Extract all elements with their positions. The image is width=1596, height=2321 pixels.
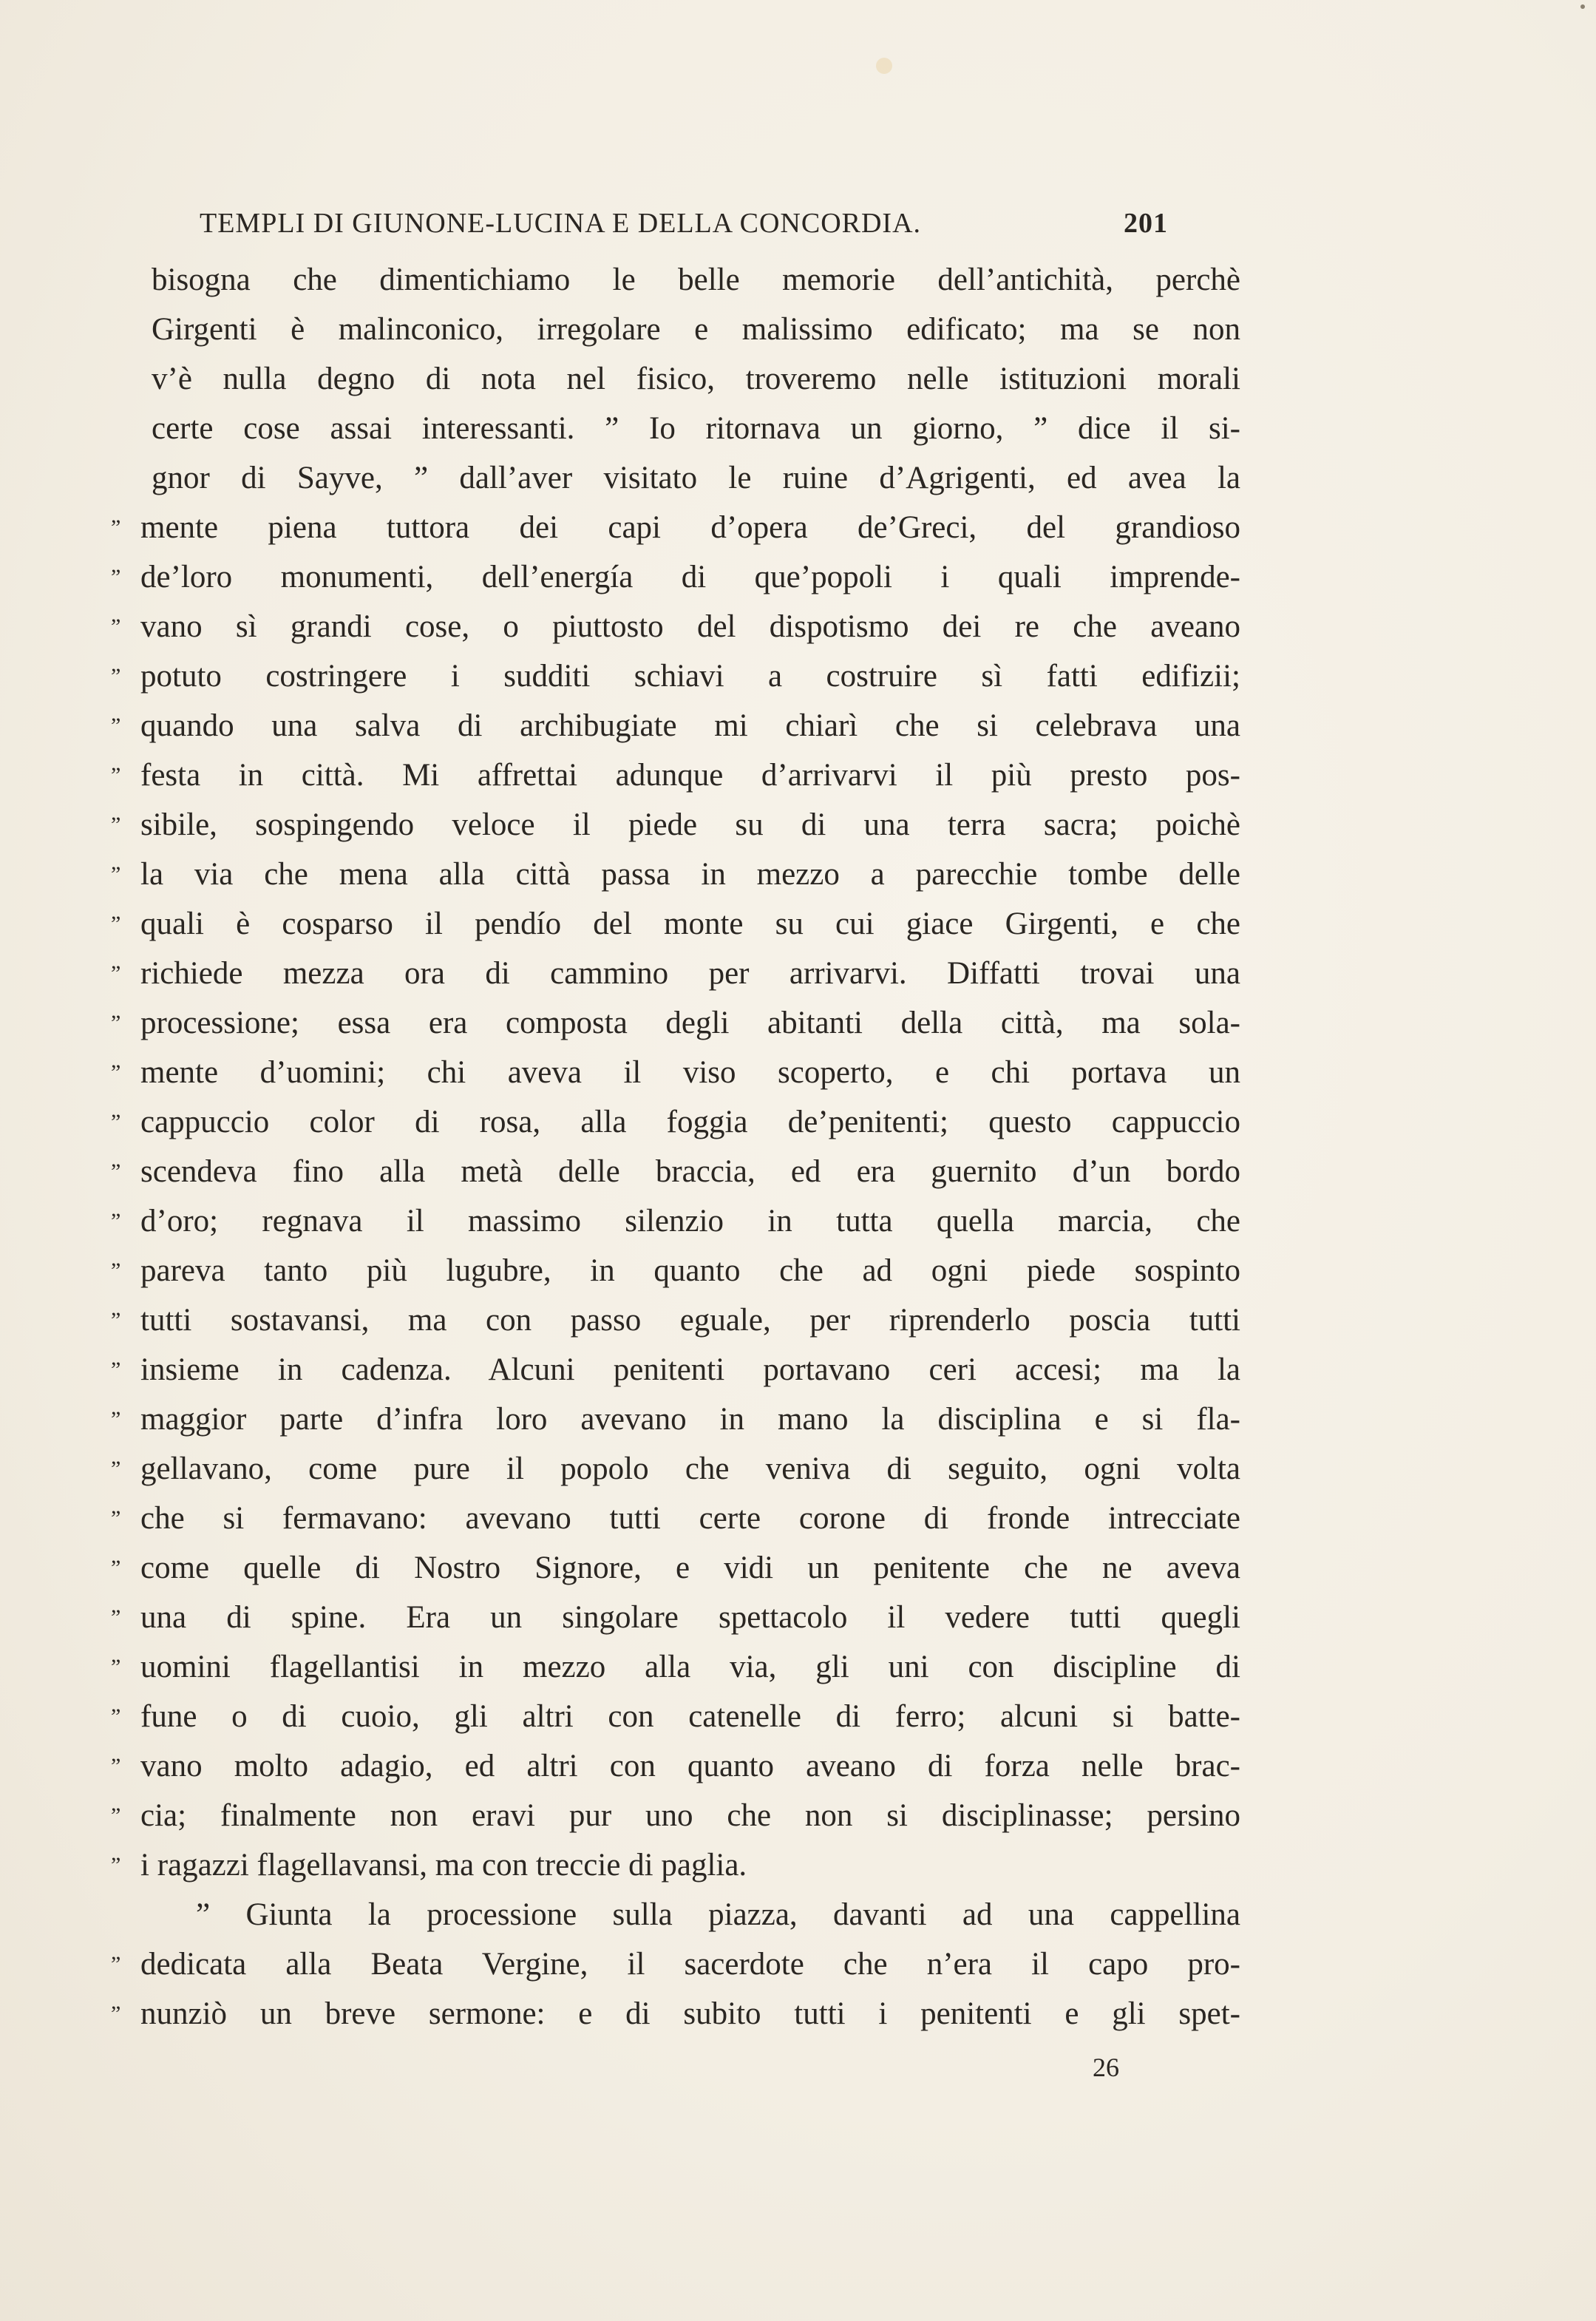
quote-marker: ” <box>111 1407 121 1431</box>
quote-marker: ” <box>111 1853 121 1877</box>
quote-marker: ” <box>111 961 121 986</box>
text-line <box>111 453 1240 503</box>
quote-marker: ” <box>111 813 121 837</box>
quote-marker: ” <box>111 515 121 540</box>
line-text: vano molto adagio, ed altri con quanto aveano di forza nelle brac- <box>140 1749 1240 1783</box>
paper-speck <box>1580 4 1585 9</box>
quote-marker: ” <box>111 912 121 936</box>
line-text: ” Giunta la processione sulla piazza, davanti ad una cappellina <box>196 1897 1240 1932</box>
line-text: tutti sostavansi, ma con passo eguale, per riprenderlo poscia tutti <box>140 1303 1240 1338</box>
text-line <box>111 602 1240 651</box>
text-line <box>111 949 1240 998</box>
page-number: 201 <box>1124 208 1168 239</box>
text-line <box>111 552 1240 602</box>
quote-marker: ” <box>111 1556 121 1580</box>
quote-marker: ” <box>111 614 121 639</box>
quote-marker: ” <box>111 1011 121 1035</box>
text-line <box>111 1345 1240 1395</box>
line-text: certe cose assai interessanti. ” Io ritornava un giorno, ” dice il si- <box>152 411 1240 446</box>
text-line <box>111 850 1240 899</box>
line-text: fune o di cuoio, gli altri con catenelle di ferro; alcuni si batte- <box>140 1699 1240 1734</box>
line-text: bisogna che dimentichiamo le belle memorie dell’antichità, perchè <box>152 262 1240 297</box>
line-text: maggior parte d’infra loro avevano in mano la disciplina e si fla- <box>140 1402 1240 1437</box>
text-line <box>111 1196 1240 1246</box>
text-line <box>111 404 1240 453</box>
line-text: pareva tanto più lugubre, in quanto che ad ogni piede sospinto <box>140 1253 1240 1288</box>
quote-marker: ” <box>111 1952 121 1976</box>
line-text: nunziò un breve sermone: e di subito tutti i penitenti e gli spet- <box>140 1996 1240 2031</box>
quote-marker: ” <box>111 664 121 688</box>
text-line <box>111 1939 1240 1989</box>
text-line <box>111 1989 1240 2039</box>
line-text: potuto costringere i sudditi schiavi a costruire sì fatti edifizii; <box>140 659 1240 694</box>
quote-marker: ” <box>111 565 121 589</box>
line-text: d’oro; regnava il massimo silenzio in tutta quella marcia, che <box>140 1204 1240 1239</box>
quote-marker: ” <box>111 714 121 738</box>
text-line <box>111 701 1240 750</box>
line-text: scendeva fino alla metà delle braccia, ed era guernito d’un bordo <box>140 1154 1240 1189</box>
text-line <box>111 1642 1240 1692</box>
page-header <box>200 207 1168 251</box>
quote-marker: ” <box>111 1754 121 1778</box>
text-line <box>111 1741 1240 1791</box>
quote-marker: ” <box>111 2002 121 2026</box>
line-text: la via che mena alla città passa in mezzo a parecchie tombe delle <box>140 857 1240 892</box>
line-text: sibile, sospingendo veloce il piede su di una terra sacra; poichè <box>140 807 1240 842</box>
text-line <box>111 1791 1240 1840</box>
text-line <box>111 1295 1240 1345</box>
line-text: quali è cosparso il pendío del monte su cui giace Girgenti, e che <box>140 907 1240 941</box>
line-text: come quelle di Nostro Signore, e vidi un penitente che ne aveva <box>140 1551 1240 1585</box>
text-line <box>111 1147 1240 1196</box>
line-text: i ragazzi flagellavansi, ma con treccie di paglia. <box>140 1848 747 1883</box>
line-text: mente piena tuttora dei capi d’opera de’Greci, del grandioso <box>140 510 1240 545</box>
text-line <box>111 1444 1240 1494</box>
text-line <box>111 998 1240 1048</box>
text-line <box>111 1840 1240 1890</box>
text-line <box>111 503 1240 552</box>
signature-mark: 26 <box>1093 2053 1119 2082</box>
quote-marker: ” <box>111 1060 121 1085</box>
quote-marker: ” <box>111 1308 121 1332</box>
text-line <box>111 1494 1240 1543</box>
quote-marker: ” <box>111 1704 121 1729</box>
paper-stain <box>876 58 892 74</box>
line-text: cia; finalmente non eravi pur uno che non si disciplinasse; persino <box>140 1798 1240 1833</box>
line-text: v’è nulla degno di nota nel fisico, troveremo nelle istituzioni morali <box>152 362 1240 396</box>
text-line <box>111 1692 1240 1741</box>
quote-marker: ” <box>111 1358 121 1382</box>
quote-marker: ” <box>111 1159 121 1184</box>
quote-marker: ” <box>111 1209 121 1233</box>
text-line <box>111 255 1240 305</box>
quote-marker: ” <box>111 1605 121 1630</box>
line-text: cappuccio color di rosa, alla foggia de’penitenti; questo cappuccio <box>140 1105 1240 1139</box>
text-line <box>111 305 1240 354</box>
running-title: TEMPLI DI GIUNONE-LUCINA E DELLA CONCORDIA. <box>200 208 922 239</box>
line-text: Girgenti è malinconico, irregolare e malissimo edificato; ma se non <box>152 312 1240 347</box>
text-line <box>111 1048 1240 1097</box>
line-text: insieme in cadenza. Alcuni penitenti portavano ceri accesi; ma la <box>140 1352 1240 1387</box>
quote-marker: ” <box>111 1258 121 1283</box>
line-text: mente d’uomini; chi aveva il viso scoperto, e chi portava un <box>140 1055 1240 1090</box>
text-line <box>111 651 1240 701</box>
line-text: una di spine. Era un singolare spettacolo il vedere tutti quegli <box>140 1600 1240 1635</box>
line-text: uomini flagellantisi in mezzo alla via, gli uni con discipline di <box>140 1650 1240 1684</box>
line-text: quando una salva di archibugiate mi chiarì che si celebrava una <box>140 708 1240 743</box>
line-text: che si fermavano: avevano tutti certe corone di fronde intrecciate <box>140 1501 1240 1536</box>
quote-marker: ” <box>111 862 121 887</box>
quote-marker: ” <box>111 1110 121 1134</box>
quote-marker: ” <box>111 1457 121 1481</box>
quote-marker: ” <box>111 1803 121 1828</box>
body-text <box>111 255 1240 2039</box>
text-line <box>111 899 1240 949</box>
quote-marker: ” <box>111 763 121 787</box>
text-line <box>111 750 1240 800</box>
line-text: processione; essa era composta degli abitanti della città, ma sola- <box>140 1006 1240 1040</box>
text-line <box>111 1097 1240 1147</box>
text-line <box>111 1395 1240 1444</box>
text-line <box>111 1246 1240 1295</box>
text-line <box>111 1593 1240 1642</box>
line-text: richiede mezza ora di cammino per arrivarvi. Diffatti trovai una <box>140 956 1240 991</box>
line-text: gnor di Sayve, ” dall’aver visitato le ruine d’Agrigenti, ed avea la <box>152 461 1240 495</box>
quote-marker: ” <box>111 1655 121 1679</box>
text-line <box>111 1543 1240 1593</box>
line-text: de’loro monumenti, dell’energía di que’popoli i quali imprende- <box>140 560 1240 594</box>
text-line <box>111 800 1240 850</box>
line-text: dedicata alla Beata Vergine, il sacerdote che n’era il capo pro- <box>140 1947 1240 1982</box>
text-line <box>111 1890 1240 1939</box>
quote-marker: ” <box>111 1506 121 1531</box>
line-text: gellavano, come pure il popolo che veniva di seguito, ogni volta <box>140 1451 1240 1486</box>
line-text: festa in città. Mi affrettai adunque d’arrivarvi il più presto pos- <box>140 758 1240 793</box>
text-line <box>111 354 1240 404</box>
line-text: vano sì grandi cose, o piuttosto del dispotismo dei re che aveano <box>140 609 1240 644</box>
